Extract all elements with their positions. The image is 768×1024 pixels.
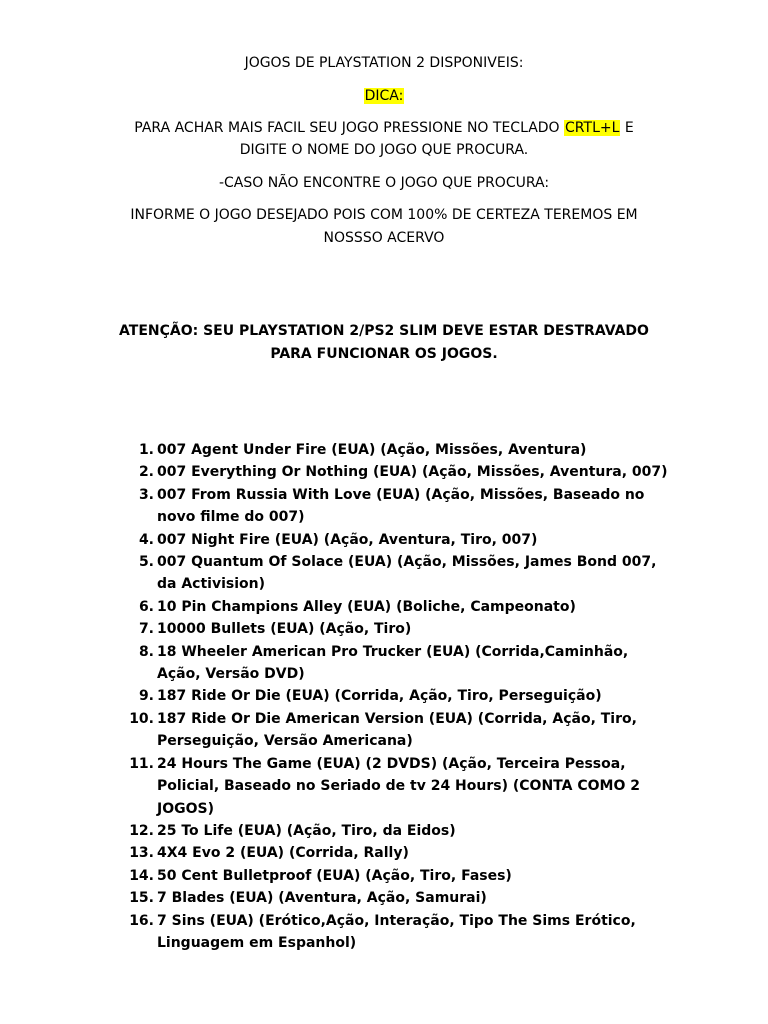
attention-line-2	[0, 343, 768, 365]
list-item	[0, 484, 768, 529]
list-item-number: 10.	[129, 710, 154, 727]
not-found-text: -CASO NÃO ENCONTRE O JOGO QUE PROCURA:	[218, 175, 550, 191]
list-item-text: 187 Ride Or Die American Version (EUA) (Corrida, Ação, Tiro, Perseguição, Versão Americana)	[157, 710, 637, 750]
list-item	[0, 596, 768, 618]
tip-line-2	[0, 139, 768, 161]
list-item	[0, 842, 768, 864]
list-item-number: 16.	[129, 912, 154, 929]
inform-line-1	[0, 204, 768, 226]
list-item	[0, 753, 768, 820]
tip-text-before: PARA ACHAR MAIS FACIL SEU JOGO PRESSIONE NO TECLADO	[134, 120, 565, 136]
tip-text-after: E	[620, 120, 634, 136]
list-item	[0, 529, 768, 551]
list-item-number: 2.	[138, 464, 154, 481]
list-item-number: 5.	[138, 554, 154, 571]
list-item	[0, 641, 768, 686]
list-item	[0, 551, 768, 596]
list-item-text: 007 Everything Or Nothing (EUA) (Ação, Missões, Aventura, 007)	[157, 464, 668, 481]
list-item-number: 12.	[129, 822, 154, 839]
list-item-number: 7.	[138, 621, 154, 638]
list-item-text: 7 Sins (EUA) (Erótico,Ação, Interação, Tipo The Sims Erótico, Linguagem em Espanhol)	[157, 912, 636, 951]
list-item	[0, 618, 768, 640]
list-item-number: 15.	[129, 890, 154, 907]
list-item	[0, 685, 768, 707]
list-item-number: 14.	[129, 867, 154, 884]
attention-text-1: ATENÇÃO: SEU PLAYSTATION 2/PS2 SLIM DEVE ESTAR DESTRAVADO	[119, 323, 649, 339]
title-text: JOGOS DE PLAYSTATION 2 DISPONIVEIS:	[244, 55, 524, 71]
list-item-number: 13.	[129, 845, 154, 862]
list-item-number: 4.	[138, 531, 154, 548]
tip-label-line	[0, 85, 768, 107]
not-found-line	[0, 172, 768, 194]
inform-text-1: INFORME O JOGO DESEJADO POIS COM 100% DE CERTEZA TEREMOS EM	[130, 207, 638, 223]
attention-line-1	[0, 320, 768, 342]
list-item	[0, 461, 768, 483]
list-item	[0, 439, 768, 461]
list-item-number: 11.	[129, 755, 154, 772]
list-item-text: 10000 Bullets (EUA) (Ação, Tiro)	[157, 621, 412, 638]
list-item-text: 7 Blades (EUA) (Aventura, Ação, Samurai)	[157, 890, 487, 907]
tip-line-2-text: DIGITE O NOME DO JOGO QUE PROCURA.	[239, 142, 529, 158]
list-item-text: 007 From Russia With Love (EUA) (Ação, Missões, Baseado no novo filme do 007)	[157, 486, 645, 526]
list-item-text: 4X4 Evo 2 (EUA) (Corrida, Rally)	[157, 845, 409, 862]
inform-line-2	[0, 227, 768, 249]
list-item-text: 187 Ride Or Die (EUA) (Corrida, Ação, Tiro, Perseguição)	[157, 688, 602, 705]
list-item-text: 50 Cent Bulletproof (EUA) (Ação, Tiro, Fases)	[157, 867, 512, 884]
game-list	[0, 439, 768, 954]
list-item-number: 8.	[138, 643, 154, 660]
document-title	[0, 52, 768, 74]
list-item-text: 10 Pin Champions Alley (EUA) (Boliche, Campeonato)	[157, 598, 576, 615]
list-item-number: 1.	[138, 442, 154, 458]
list-item-number: 9.	[138, 688, 154, 705]
list-item-text: 24 Hours The Game (EUA) (2 DVDS) (Ação, Terceira Pessoa, Policial, Baseado no Seriado de tv 24 Hours) (CONTA COMO 2 JOGOS)	[157, 755, 640, 817]
list-item	[0, 820, 768, 842]
attention-text-2: PARA FUNCIONAR OS JOGOS.	[270, 346, 498, 362]
list-item	[0, 865, 768, 887]
list-item-text: 18 Wheeler American Pro Trucker (EUA) (Corrida,Caminhão, Ação, Versão DVD)	[157, 643, 629, 683]
tip-shortcut: CRTL+L	[565, 120, 620, 136]
list-item	[0, 910, 768, 955]
list-item-number: 3.	[138, 486, 154, 503]
inform-text-2: NOSSSO ACERVO	[323, 230, 445, 246]
tip-line-1	[0, 117, 768, 139]
list-item	[0, 887, 768, 909]
list-item-text: 007 Night Fire (EUA) (Ação, Aventura, Tiro, 007)	[157, 531, 538, 548]
list-item-text: 007 Agent Under Fire (EUA) (Ação, Missões, Aventura)	[157, 442, 587, 458]
tip-label: DICA:	[364, 88, 404, 104]
list-item	[0, 708, 768, 753]
list-item-text: 007 Quantum Of Solace (EUA) (Ação, Missões, James Bond 007, da Activision)	[157, 554, 657, 593]
list-item-number: 6.	[138, 598, 154, 615]
list-item-text: 25 To Life (EUA) (Ação, Tiro, da Eidos)	[157, 822, 456, 839]
